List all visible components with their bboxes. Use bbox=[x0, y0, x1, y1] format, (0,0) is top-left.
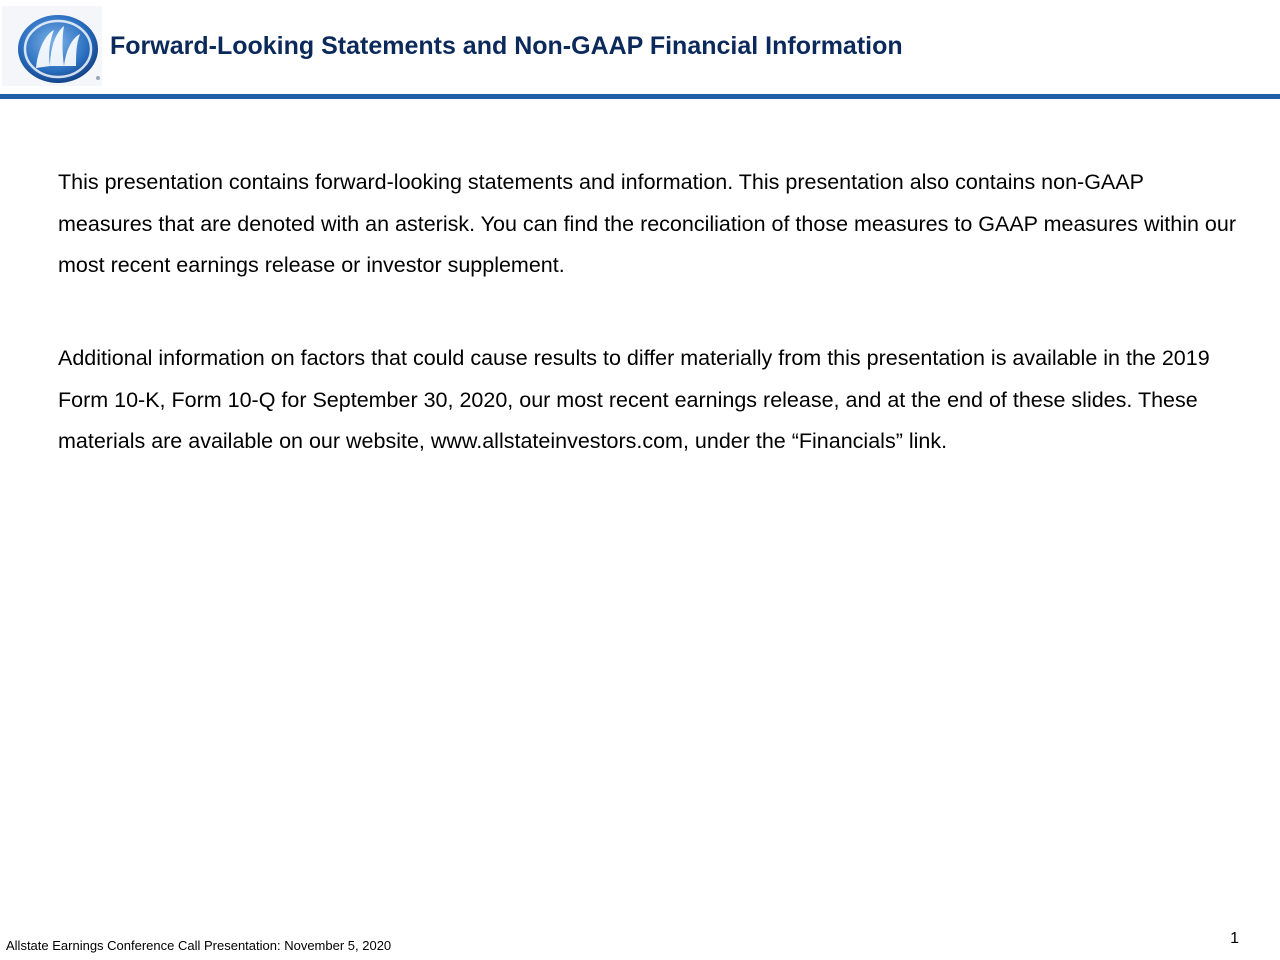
footer-text: Allstate Earnings Conference Call Presentation: November 5, 2020 bbox=[6, 938, 392, 953]
header-divider bbox=[0, 94, 1280, 99]
allstate-logo-icon bbox=[2, 6, 102, 86]
page-number: 1 bbox=[1230, 930, 1239, 947]
page-title: Forward-Looking Statements and Non-GAAP Financial Information bbox=[110, 32, 903, 60]
paragraph-additional-info: Additional information on factors that could cause results to differ materially from this presentation is available in the 2019 Form 10-K, Form 10-Q for September 30, 2020, our most recent earnings release, and at the end of these slides. These materials are available on our website, www.allstateinvestors.com, under the “Financials” link. bbox=[58, 346, 1210, 453]
paragraph-non-gaap: This presentation contains forward-looking statements and information. This presentation also contains non-GAAP measures that are denoted with an asterisk. You can find the reconciliation of those measures to GAAP measures within our most recent earnings release or investor supplement. bbox=[58, 170, 1236, 277]
